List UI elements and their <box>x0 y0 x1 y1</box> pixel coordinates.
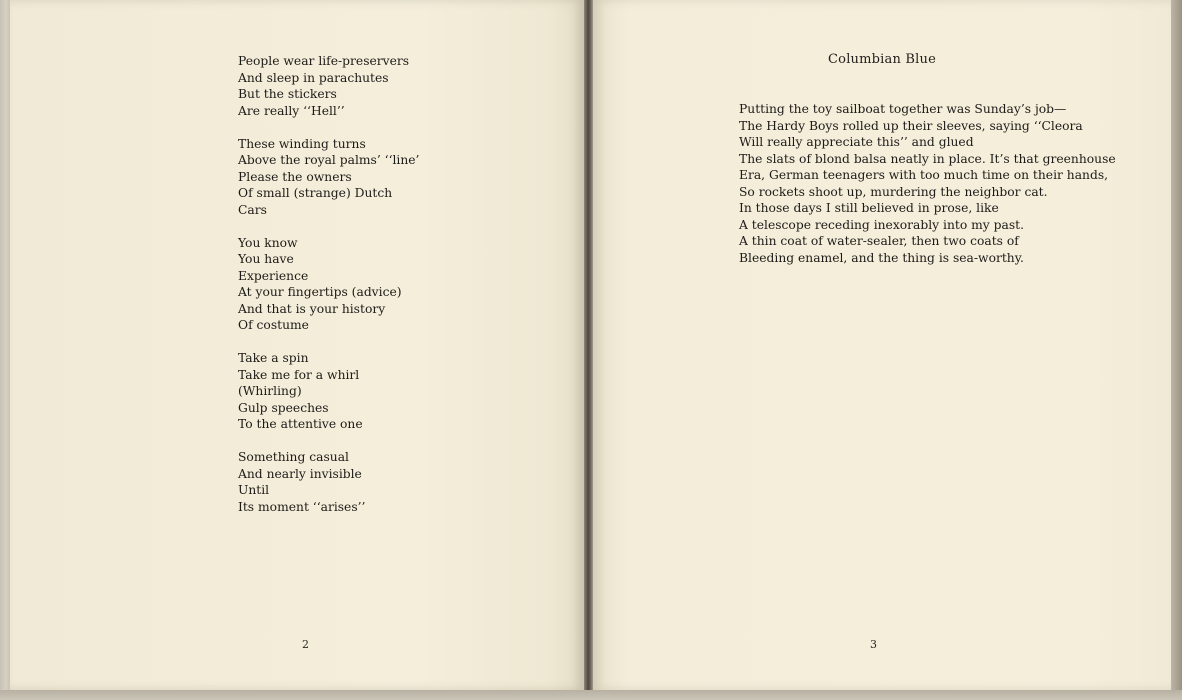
poem-line: So rockets shoot up, murdering the neighbor cat. <box>739 184 1048 199</box>
stanza-1 <box>238 53 419 119</box>
stanza-gap <box>238 433 419 450</box>
poem-line: Of small (strange) Dutch <box>238 186 393 200</box>
poem-line: Cars <box>238 202 267 217</box>
stanza-5 <box>238 449 419 515</box>
poem-line: Putting the toy sailboat together was Sunday’s job— <box>739 102 1067 116</box>
poem-line: Take me for a whirl <box>238 367 360 382</box>
poem-line: Of costume <box>238 318 309 332</box>
poem-line: (Whirling) <box>238 384 302 398</box>
poem-line: To the attentive one <box>238 417 363 431</box>
stanza-gap <box>238 334 419 351</box>
poem-line: Please the owners <box>238 169 352 184</box>
poem-line: Experience <box>238 268 309 283</box>
bottom-page-edge <box>0 690 1182 700</box>
poem-line: You know <box>238 235 298 250</box>
poem-line: These winding turns <box>238 136 366 151</box>
poem-line: Take a spin <box>238 351 309 365</box>
stanza-3 <box>238 235 419 334</box>
poem-line: Its moment ‘‘arises’’ <box>238 499 366 514</box>
poem-line: And nearly invisible <box>238 466 362 481</box>
poem-line: But the stickers <box>238 87 337 101</box>
poem-line: A telescope receding inexorably into my past. <box>739 217 1025 232</box>
poem-line: Above the royal palms’ ‘‘line’ <box>238 153 420 167</box>
poem-line: Will really appreciate this’’ and glued <box>739 135 974 149</box>
stanza-4 <box>238 350 419 433</box>
poem-line: Until <box>238 483 270 497</box>
right-poem <box>739 101 1116 266</box>
poem-line: A thin coat of water-sealer, then two coats of <box>739 234 1019 248</box>
poem-line: Era, German teenagers with too much time on their hands, <box>739 168 1109 182</box>
poem-line: You have <box>238 252 294 266</box>
left-poem <box>238 53 419 515</box>
left-page <box>10 0 584 690</box>
poem-line: Are really ‘‘Hell’’ <box>238 103 345 118</box>
page-number-right: 3 <box>870 638 877 651</box>
right-page <box>593 0 1171 690</box>
poem-title: Columbian Blue <box>828 52 936 67</box>
poem-line: Something casual <box>238 450 349 464</box>
right-page-edge <box>1171 0 1182 700</box>
stanza-2 <box>238 136 419 219</box>
poem-line: And sleep in parachutes <box>238 70 389 85</box>
stanza-gap <box>238 218 419 235</box>
poem-line: Bleeding enamel, and the thing is sea-worthy. <box>739 250 1024 265</box>
poem-line: Gulp speeches <box>238 400 329 415</box>
stanza-gap <box>238 119 419 136</box>
poem-line: People wear life-preservers <box>238 54 410 68</box>
page-number-left: 2 <box>302 638 309 651</box>
poem-line: In those days I still believed in prose, like <box>739 201 999 215</box>
poem-line: The Hardy Boys rolled up their sleeves, saying ‘‘Cleora <box>739 118 1083 133</box>
poem-line: The slats of blond balsa neatly in place. It’s that greenhouse <box>739 151 1116 166</box>
poem-line: At your fingertips (advice) <box>238 285 402 299</box>
book-gutter <box>584 0 593 700</box>
poem-line: And that is your history <box>238 301 386 316</box>
